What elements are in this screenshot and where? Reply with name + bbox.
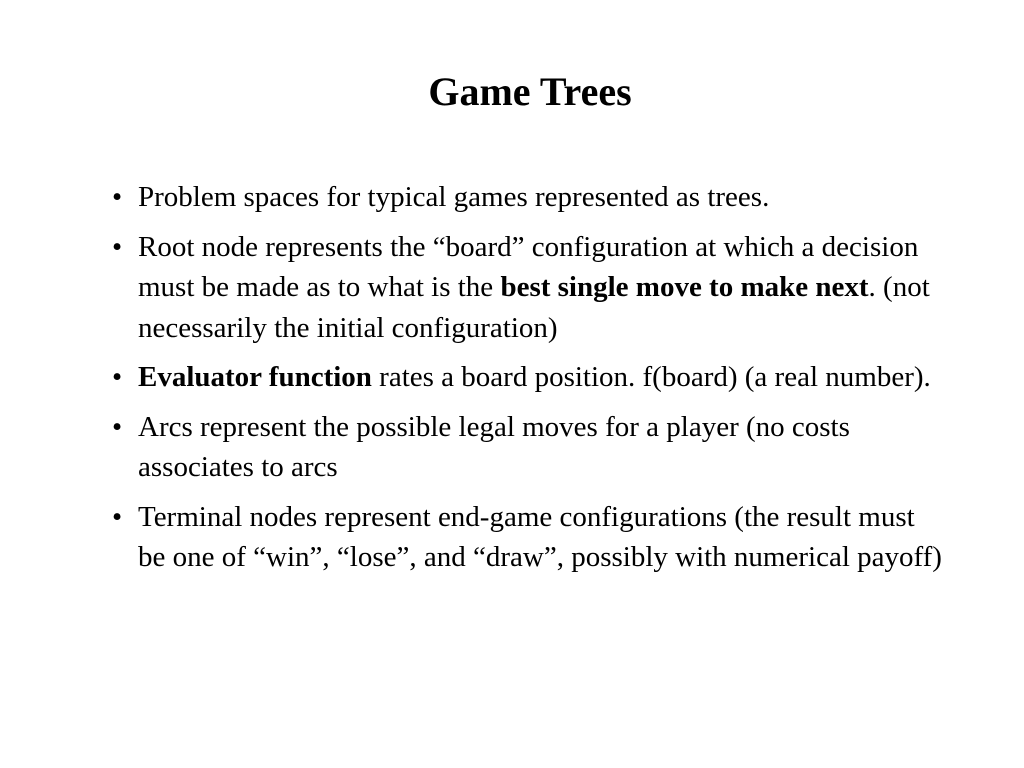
bullet-item-arcs — [112, 407, 942, 488]
bullet-icon: • — [112, 181, 123, 213]
bullet-text: Terminal nodes represent end-game configurations (the result must be one of “win”, “lose”, and “draw”, possibly with numerical payoff) — [138, 500, 942, 573]
bullet-icon: • — [112, 361, 123, 393]
bullet-text-after: rates a board position. f(board) (a real number). — [371, 361, 931, 393]
bullet-icon: • — [112, 230, 123, 263]
bullet-text-after: . (not necessarily the initial configuration) — [138, 271, 930, 344]
bullet-text: Arcs represent the possible legal moves for a player (no costs associates to arcs — [138, 410, 850, 483]
bullet-item-terminal-nodes — [112, 497, 942, 578]
bullet-bold-text: best single move to make next — [500, 271, 869, 303]
bullet-list — [112, 177, 942, 587]
bullet-text: Problem spaces for typical games represented as trees. — [138, 181, 770, 213]
bullet-text: Root node represents the “board” configuration at which a decision must be made as to what is the — [138, 230, 919, 303]
bullet-icon: • — [112, 500, 123, 533]
bullet-item-evaluator-function — [112, 357, 942, 398]
bullet-icon: • — [112, 410, 123, 443]
bullet-bold-text: Evaluator function — [138, 361, 372, 393]
bullet-item-root-node — [112, 227, 942, 349]
bullet-item-problem-spaces — [112, 177, 942, 218]
slide-title: Game Trees — [428, 69, 632, 114]
